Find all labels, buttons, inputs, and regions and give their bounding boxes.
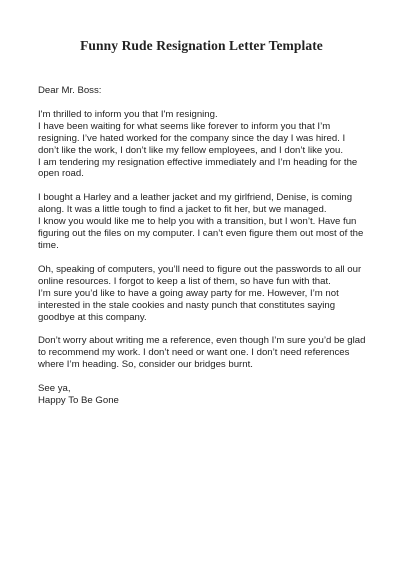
- paragraph-line: Oh, speaking of computers, you’ll need to figure out the passwords to all our: [38, 263, 362, 275]
- paragraph-line: I have been waiting for what seems like forever to inform you that I’m: [38, 120, 331, 132]
- closing: [38, 383, 368, 407]
- paragraph-line: open road.: [38, 168, 84, 180]
- paragraph-line: time.: [38, 239, 59, 251]
- signature: Happy To Be Gone: [38, 395, 119, 407]
- paragraph-line: where I’m heading. So, consider our bridges burnt.: [38, 359, 253, 371]
- paragraph-line: interested in the stale cookies and nasty punch that constitutes saying: [38, 299, 336, 311]
- paragraph-line: goodbye at this company.: [38, 311, 147, 323]
- paragraph-line: don’t like the work, I don’t like my fellow employees, and I don’t like you.: [38, 144, 344, 156]
- paragraph-line: to recommend my work. I don’t need or want one. I don’t need references: [38, 347, 350, 359]
- paragraph-4: [38, 335, 368, 371]
- paragraph-2: [38, 192, 368, 252]
- paragraph-line: online resources. I forgot to keep a list of them, so have fun with that.: [38, 275, 331, 287]
- paragraph-line: I bought a Harley and a leather jacket and my girlfriend, Denise, is coming: [38, 192, 353, 204]
- letter-body: [38, 85, 368, 407]
- paragraph-line: I'm thrilled to inform you that I'm resigning.: [38, 108, 218, 120]
- paragraph-line: I know you would like me to help you with a transition, but I won’t. Have fun: [38, 216, 357, 228]
- closing-line: See ya,: [38, 383, 71, 395]
- paragraph-line: I’m sure you’d like to have a going away party for me. However, I’m not: [38, 287, 339, 299]
- paragraph-line: figuring out the files on my computer. I can’t even figure them out most of the: [38, 228, 364, 240]
- paragraph-3: [38, 264, 368, 324]
- paragraph-line: Don’t worry about writing me a reference, even though I’m sure you’d be glad: [38, 335, 366, 347]
- paragraph-line: along. It was a little tough to find a jacket to fit her, but we managed.: [38, 204, 327, 216]
- paragraph-1: [38, 109, 368, 180]
- paragraph-line: resigning. I’ve hated worked for the company since the day I was hired. I: [38, 132, 346, 144]
- salutation: Dear Mr. Boss:: [38, 85, 102, 96]
- paragraph-line: I am tendering my resignation effective immediately and I’m heading for the: [38, 156, 358, 168]
- document-title: Funny Rude Resignation Letter Template: [80, 38, 323, 53]
